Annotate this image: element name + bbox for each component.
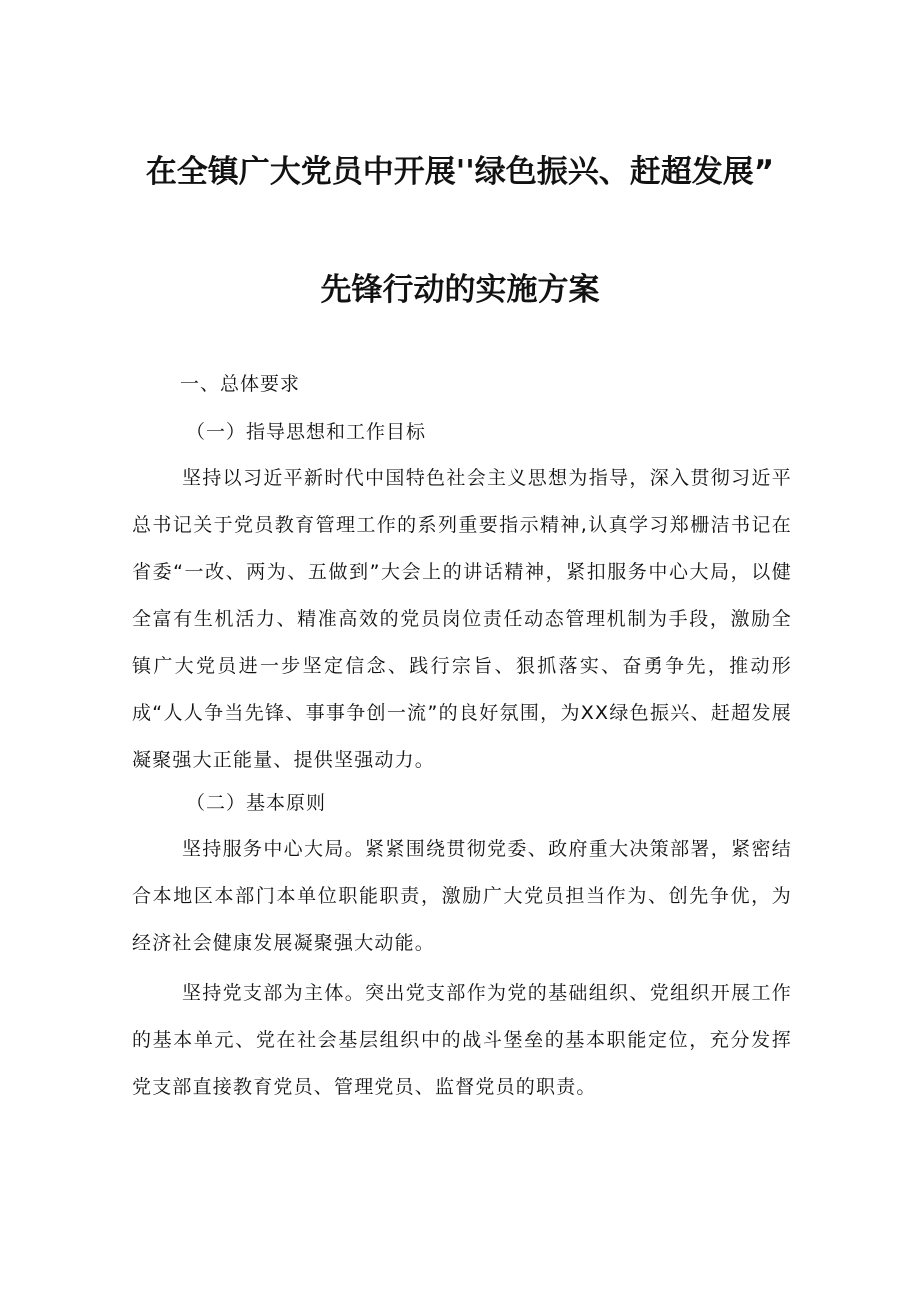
document-title-line-1: 在全镇广大党员中开展''绿色振兴、赶超发展” xyxy=(145,154,775,190)
paragraph-party-branch-main-body: 坚持党支部为主体。突出党支部作为党的基础组织、党组织开展工作的基本单元、党在社会基层组织中的战斗堡垒的基本职能定位，充分发挥党支部直接教育党员、管理党员、监督党员的职责。 xyxy=(132,982,792,1098)
subsection-heading-guiding-ideology: （一）指导思想和工作目标 xyxy=(186,421,427,443)
paragraph-serve-central-overall: 坚持服务中心大局。紧紧围绕贯彻党委、政府重大决策部署，紧密结合本地区本部门本单位职能职责，激励广大党员担当作为、创先争优，为经济社会健康发展凝聚强大动能。 xyxy=(132,838,792,954)
paragraph-guiding-ideology: 坚持以习近平新时代中国特色社会主义思想为指导，深入贯彻习近平总书记关于党员教育管理工作的系列重要指示精神,认真学习郑栅洁书记在省委“一改、两为、五做到”大会上的讲话精神，紧扣服务中心大局，以健全富有生机活力、精准高效的党员岗位责任动态管理机制为手段，激励全镇广大党员进一步坚定信念、践行宗旨、狠抓落实、奋勇争先，推动形成“人人争当先锋、事事争创一流”的良好氛围，为XX绿色振兴、赶超发展凝聚强大正能量、提供坚强动力。 xyxy=(132,467,792,771)
document-title-line-2: 先锋行动的实施方案 xyxy=(320,272,600,308)
subsection-heading-basic-principles: （二）基本原则 xyxy=(186,792,327,814)
section-heading-general-requirements: 一、总体要求 xyxy=(180,373,301,395)
